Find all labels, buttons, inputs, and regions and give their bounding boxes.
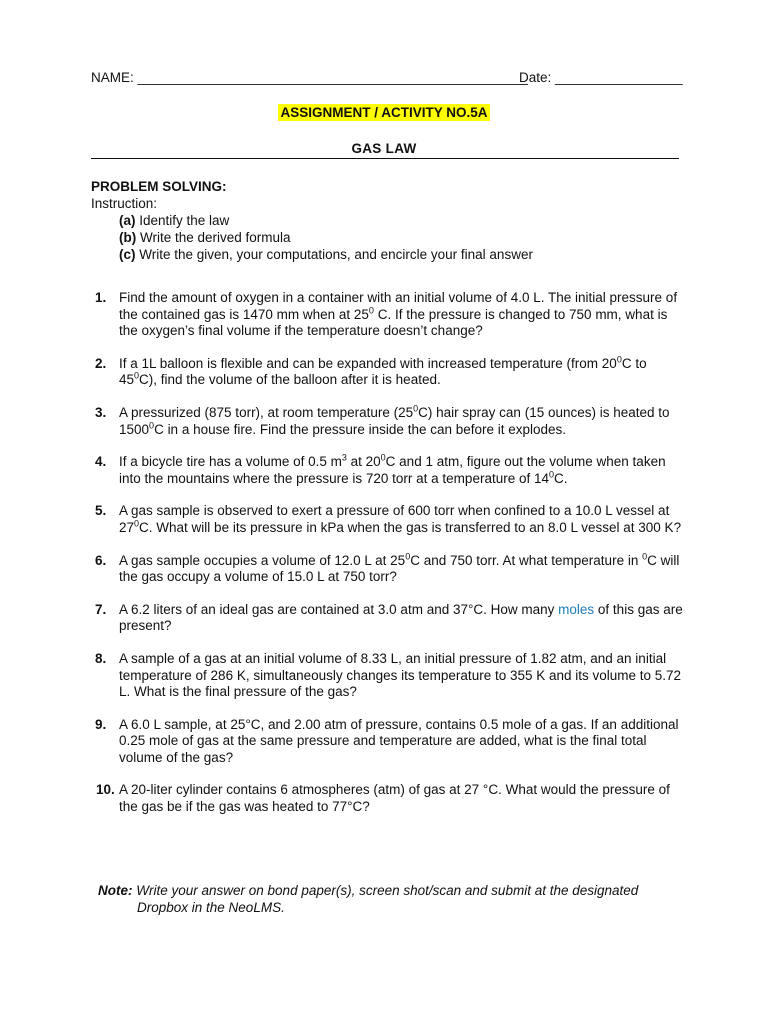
problem-number: 2. xyxy=(95,355,107,371)
assignment-title: ASSIGNMENT / ACTIVITY NO.5A xyxy=(280,105,488,120)
instruction-item: (a) Identify the law xyxy=(119,213,230,228)
problem-solving-section xyxy=(91,178,533,263)
moles-link[interactable]: moles xyxy=(558,601,595,617)
problem-item: 7. A 6.2 liters of an ideal gas are contained at 3.0 atm and 37°C. How many moles of this gas are present? xyxy=(95,601,683,634)
note-label: Note: xyxy=(98,883,133,898)
instruction-item: (c) Write the given, your computations, and encircle your final answer xyxy=(119,247,533,262)
instruction-item: (b) Write the derived formula xyxy=(119,230,291,245)
problem-number: 4. xyxy=(95,454,107,470)
note-text: Write your answer on bond paper(s), screen shot/scan and submit at the designated xyxy=(132,883,639,898)
instruction-list xyxy=(119,212,533,263)
problem-list xyxy=(91,290,686,816)
header-line xyxy=(91,70,681,85)
problem-solving-heading: PROBLEM SOLVING: xyxy=(91,179,227,194)
note-text-continued: Dropbox in the NeoLMS. xyxy=(137,900,285,915)
title-divider xyxy=(91,158,679,159)
submission-note xyxy=(98,882,678,916)
problem-item: 2. If a 1L balloon is flexible and can be expanded with increased temperature (from $20^0C$ to $45^0C$), find the volume of the balloon after it is heated. xyxy=(95,354,647,388)
date-field-label[interactable]: Date: _________________ xyxy=(519,70,683,85)
problem-number: 3. xyxy=(95,404,107,420)
problem-item: 10. A 20-liter cylinder contains 6 atmospheres (atm) of gas at 27 °C. What would the pressure of the gas be if the gas was heated to 77°C? xyxy=(96,782,670,815)
instruction-label: Instruction: xyxy=(91,196,158,211)
problem-item: 9. A 6.0 L sample, at 25°C, and 2.00 atm of pressure, contains 0.5 mole of a gas. If an additional 0.25 mole of gas at the same pressure and temperature are added, what is the final total volume of the gas? xyxy=(95,716,679,765)
problem-number: 6. xyxy=(95,552,107,568)
problem-item: 3. A pressurized (875 torr), at room temperature $(25^0C)$ hair spray can (15 ounces) is heated to 1500$^0$C in a house fire. Find the pressure inside the can before it explodes. xyxy=(95,403,670,437)
problem-number: 9. xyxy=(95,716,107,732)
assignment-subtitle: GAS LAW xyxy=(351,141,417,156)
problem-number: 1. xyxy=(95,290,107,305)
problem-number: 8. xyxy=(95,650,107,666)
problem-item: 6. A gas sample occupies a volume of 12.0 L at $25^0C$ and 750 torr. At what temperature in $^0$C will the gas occupy a volume of 15.0 L at 750 torr? xyxy=(95,551,680,585)
problem-item: 4. If a bicycle tire has a volume of 0.5 $m^3$ at $20^0C$ and 1 atm, figure out the volume when taken into the mountains where the pressure is 720 torr at a temperature of $14^0C$. xyxy=(95,452,666,486)
problem-number: 7. xyxy=(95,601,107,617)
problem-number: 5. xyxy=(95,503,107,519)
problem-number: 10. xyxy=(96,782,115,798)
name-field-label[interactable]: NAME: ____________________________________________________ xyxy=(91,70,528,85)
problem-item: 5. A gas sample is observed to exert a pressure of 600 torr when confined to a 10.0 L vessel at $27^0C$. What will be its pressure in kPa when the gas is transferred to an 8.0 L vessel at 300 K? xyxy=(95,503,682,535)
problem-item: 8. A sample of a gas at an initial volume of 8.33 L, an initial pressure of 1.82 atm, and an initial temperature of 286 K, simultaneously changes its temperature to 355 K and its volume to 5.72 L. What is the final pressure of the gas? xyxy=(95,650,682,700)
problem-item: 1. Find the amount of oxygen in a container with an initial volume of 4.0 L. The initial pressure of the contained gas is 1470 mm when at $25^0$ C. If the pressure is changed to 750 mm, what is the oxygen’s final volume if the temperature doesn’t change? xyxy=(95,290,678,339)
